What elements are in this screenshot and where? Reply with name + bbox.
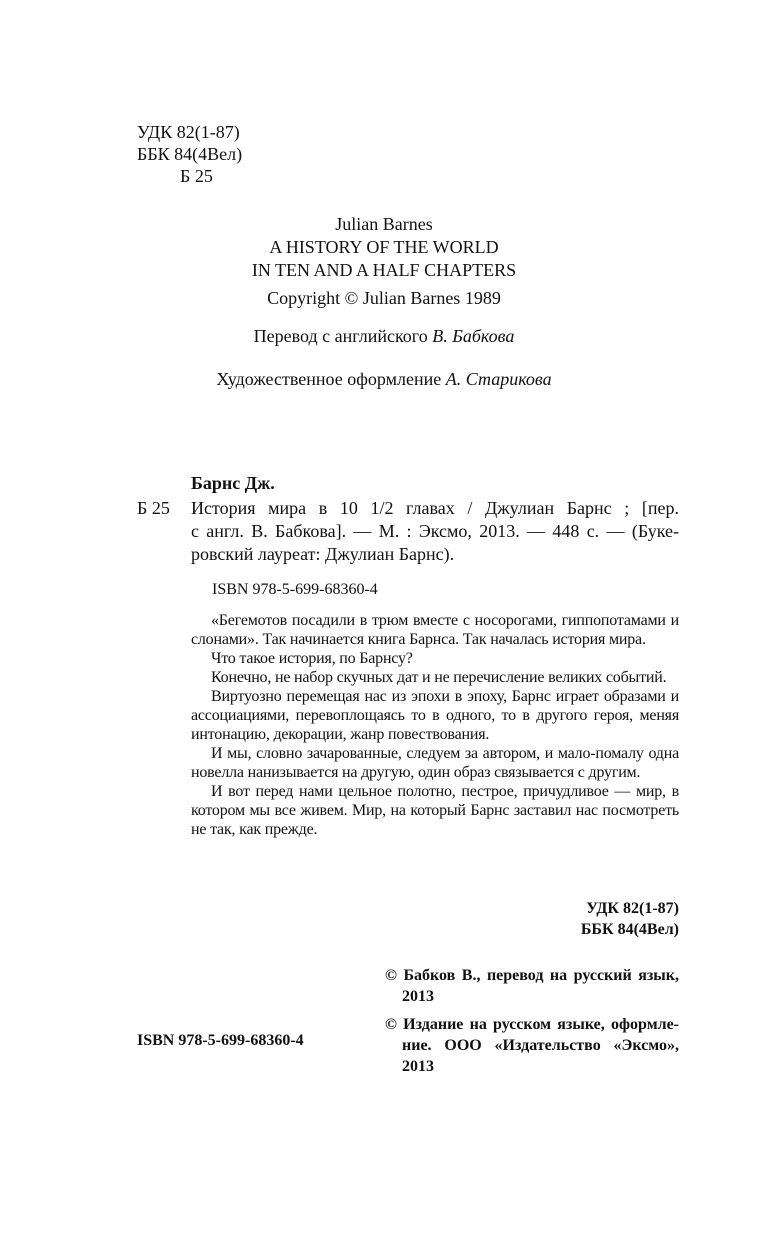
designer-name: А. Старикова <box>445 369 552 389</box>
catalog-entry-line: История мира в 10 1/2 главах / Джулиан Барнс ; [пер. <box>191 498 679 518</box>
author-mark: Б 25 <box>180 166 213 186</box>
catalog-isbn: ISBN 978-5-699-68360-4 <box>212 581 378 598</box>
design-label: Художественное оформление <box>216 369 446 389</box>
copyright-line: © Бабков В., перевод на русский язык, <box>385 967 679 984</box>
copyright-line: ние. ООО «Издательство «Эксмо», <box>402 1037 679 1054</box>
catalog-entry <box>191 497 679 566</box>
translator-name: В. Бабкова <box>432 326 515 346</box>
bbk-code: ББК 84(4Вел) <box>137 144 243 164</box>
annotation <box>191 611 679 839</box>
annotation-paragraph: Что такое история, по Барнсу? <box>211 650 413 667</box>
annotation-paragraph: Виртуозно перемещая нас из эпохи в эпоху, Барнс играет образами и ассоциациями, перевоплощаясь то в одного, то в другого героя, меняя интонацию, декорации, жанр повествования. <box>191 688 679 743</box>
annotation-udk: УДК 82(1-87) <box>586 900 679 917</box>
copyright-line: © Издание на русском языке, оформле- <box>385 1016 679 1033</box>
translation-label: Перевод с английского <box>253 326 433 346</box>
original-copyright: Copyright © Julian Barnes 1989 <box>267 288 501 308</box>
original-author: Julian Barnes <box>335 214 433 234</box>
catalog-mark: Б 25 <box>137 498 170 518</box>
annotation-bbk: ББК 84(4Вел) <box>580 921 679 938</box>
copyright-notices <box>385 965 679 1077</box>
annotation-paragraph: Конечно, не набор скучных дат и не перечисление великих событий. <box>211 669 667 686</box>
bottom-isbn: ISBN 978-5-699-68360-4 <box>137 1032 304 1049</box>
annotation-paragraph: И вот перед нами цельное полотно, пестрое, причудливое — мир, в котором мы все живем. Мир, на который Барнс заставил нас посмотреть не так, как прежде. <box>191 783 679 838</box>
original-title-line2: IN TEN AND A HALF CHAPTERS <box>251 260 517 280</box>
translation-credit <box>0 325 768 348</box>
annotation-paragraph: И мы, словно зачарованные, следуем за автором, и мало-помалу одна новелла нанизывается на другую, один образ связывается с другим. <box>191 745 679 781</box>
catalog-entry-line: с англ. В. Бабкова]. — М. : Эксмо, 2013. — 448 с. — (Буке- <box>191 521 679 541</box>
design-credit <box>0 368 768 391</box>
udk-code: УДК 82(1-87) <box>137 122 240 142</box>
catalog-author-heading: Барнс Дж. <box>191 473 275 493</box>
catalog-entry-line: ровский лауреат: Джулиан Барнс). <box>191 544 455 564</box>
annotation-paragraph: «Бегемотов посадили в трюм вместе с носорогами, гиппопотамами и слонами». Так начинается книга Барнса. Так началась история мира. <box>191 612 679 648</box>
copyright-line: 2013 <box>402 1058 434 1075</box>
copyright-line: 2013 <box>402 988 434 1005</box>
original-title-line1: A HISTORY OF THE WORLD <box>269 237 499 257</box>
